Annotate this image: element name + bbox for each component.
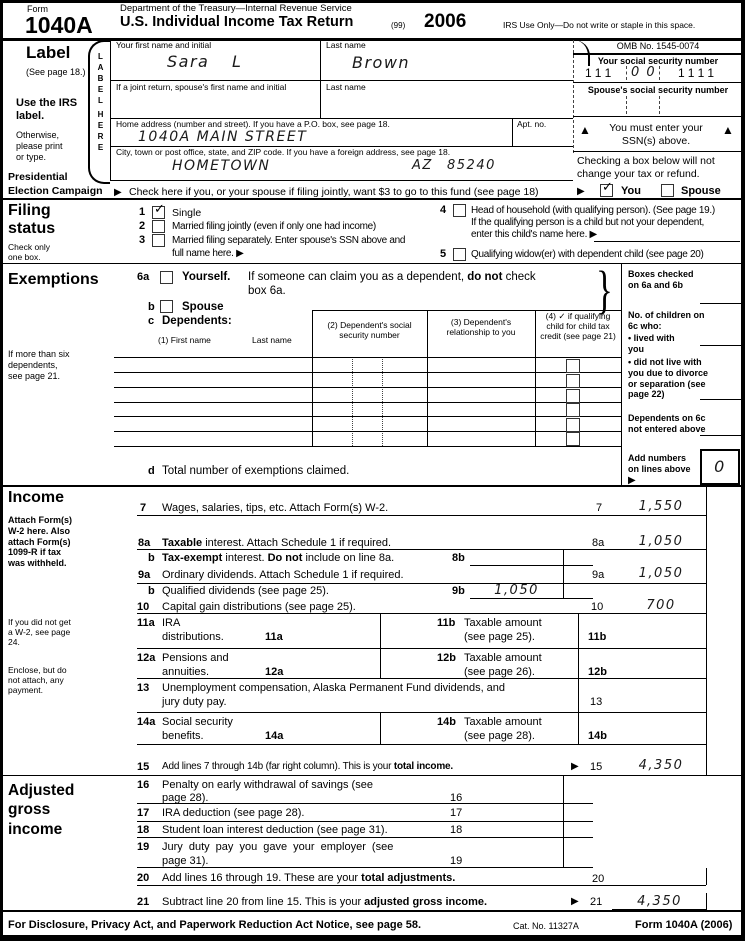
footer-form-id: Form 1040A (2006) <box>635 919 733 931</box>
tax-year: 2006 <box>424 11 467 32</box>
presidential-heading-1: Presidential <box>8 171 68 183</box>
row-divider <box>110 180 573 181</box>
line-15-label-bold: total income. <box>393 761 453 772</box>
line-7-number: 7 <box>140 502 147 514</box>
line-14b-number: 14b <box>437 716 456 728</box>
header <box>0 0 745 41</box>
checking-box-note: Checking a box below will not change your tax or refund. <box>577 155 715 180</box>
yourself-checkbox[interactable] <box>160 271 173 284</box>
dep-col1-last-name-header: Last name <box>252 335 292 345</box>
line-11a-label-line1: IRA <box>162 617 181 629</box>
exemptions-heading: Exemptions <box>8 271 99 288</box>
enclose-payment-note: Enclose, but do not attach, any payment. <box>8 665 67 696</box>
dep-row4-qualify-checkbox[interactable] <box>566 403 580 417</box>
label-see-page: (See page 18.) <box>26 67 86 77</box>
filing-joint-label: Married filing jointly (even if only one had income) <box>172 221 376 232</box>
filing-2-number: 2 <box>139 220 146 232</box>
line-14a-label-line2: benefits. <box>162 730 204 742</box>
add-numbers-text: Add numbers on lines above <box>628 453 691 474</box>
line-12-rule <box>137 678 706 679</box>
first-name-label: Your first name and initial <box>116 40 212 50</box>
attach-w2-note: Attach Form(s) W-2 here. Also attach Form(s) 1099-R if tax was withheld. <box>8 515 73 569</box>
line-19-label-line1: Jury duty pay you gave your employer (see <box>162 841 394 853</box>
line-6c-number: c <box>148 315 155 327</box>
dependent-row-line <box>114 446 621 447</box>
filing-widow-checkbox[interactable] <box>453 248 466 261</box>
filing-heading-2: status <box>8 220 56 237</box>
filing-single-checkmark: ✓ <box>154 201 165 216</box>
dep-row1-qualify-checkbox[interactable] <box>566 359 580 373</box>
line-13-label-line1: Unemployment compensation, Alaska Permanent Fund dividends, and <box>162 682 506 694</box>
dependent-row-line <box>114 387 621 388</box>
line-8a-label <box>162 537 391 550</box>
line-12a-label-line2: annuities. <box>162 666 210 678</box>
line-14a-ref: 14a <box>265 730 284 742</box>
line-11b-label-line2: (see page 25). <box>464 631 535 643</box>
table-column-border <box>535 310 536 446</box>
campaign-spouse-label: Spouse <box>681 185 721 197</box>
line-12a-number: 12a <box>137 652 156 664</box>
line-8b-label-bold1: Tax-exempt <box>162 552 223 564</box>
line-8a-label-bold: Taxable <box>162 537 203 549</box>
line-12a-ref: 12a <box>265 666 284 678</box>
line-8b-label <box>162 552 394 565</box>
ssn-divider <box>659 96 660 114</box>
line-21-label <box>162 896 487 909</box>
line-8a-rule <box>137 549 706 550</box>
filing-separate-label-text: full name here. <box>172 248 234 259</box>
ssn-divider <box>659 66 660 80</box>
line-8b-label-text1: interest. <box>222 552 268 564</box>
dependent-row-line <box>114 357 621 358</box>
line-15-number: 15 <box>137 761 150 773</box>
home-address-field[interactable]: 1040A MAIN STREET <box>138 129 308 145</box>
more-dependents-note: If more than six dependents, see page 21. <box>8 349 70 381</box>
line-8a-ref: 8a <box>592 537 605 549</box>
line-18-number: 18 <box>137 824 150 836</box>
line-13-rule <box>137 712 706 713</box>
did-not-live-entry-line[interactable] <box>700 399 742 400</box>
total-exemptions-box[interactable] <box>700 449 740 485</box>
dep-col2-header: (2) Dependent's social security number <box>327 320 412 341</box>
line-6a-number: 6a <box>137 271 150 283</box>
exemptions-section <box>0 260 745 487</box>
check-one-box-note: Check only one box. <box>8 242 51 263</box>
mid-column-border <box>380 613 381 678</box>
line-18-rule <box>137 837 593 838</box>
cents-column-border <box>706 485 707 775</box>
filing-3-number: 3 <box>139 234 146 246</box>
home-address-label: Home address (number and street). If you have a P.O. box, see page 18. <box>116 119 390 129</box>
line-6b-number: b <box>148 301 155 313</box>
dep-row6-qualify-checkbox[interactable] <box>566 432 580 446</box>
line-8b-label-bold2: Do not <box>267 552 303 564</box>
line-8b-label-text2: include on line 8a. <box>302 552 395 564</box>
filing-1-number: 1 <box>139 206 146 218</box>
spouse-exemption-label: Spouse <box>182 301 224 313</box>
lived-with-you-entry-line[interactable] <box>700 345 742 346</box>
line-14b-label-line1: Taxable amount <box>464 716 542 728</box>
no-w2-note: If you did not get a W-2, see page 24. <box>8 617 71 648</box>
line-16-rule <box>137 803 593 804</box>
line-6d-number: d <box>148 465 155 477</box>
last-name-label: Last name <box>326 40 366 50</box>
spouse-ssn-label: Spouse's social security number <box>587 85 729 95</box>
filing-status-section <box>0 198 745 264</box>
line-15-label <box>162 761 453 773</box>
line-9b-label: Qualified dividends (see page 25). <box>162 585 329 597</box>
filing-hoh-label-line2: If the qualifying person is a child but not your dependent, <box>471 217 705 228</box>
line-13-ref: 13 <box>590 696 603 708</box>
divider <box>573 151 743 152</box>
line-14a-number: 14a <box>137 716 156 728</box>
yourself-note-do-not: do not <box>467 271 503 283</box>
line-8a-amount[interactable]: 1,050 <box>638 534 684 549</box>
add-numbers-arrow-icon: ▶ <box>628 474 636 486</box>
income-heading: Income <box>8 489 65 506</box>
line-11b-number: 11b <box>437 617 456 629</box>
line-11b-label-line1: Taxable amount <box>464 617 542 629</box>
cents-column-border <box>706 868 707 885</box>
line-9a-amount[interactable]: 1,050 <box>638 566 684 581</box>
ssn-divider <box>626 66 627 80</box>
line-20-label-bold: total adjustments. <box>361 872 456 884</box>
agi-heading: Adjusted gross income <box>8 782 75 838</box>
line-11a-label-line2: distributions. <box>162 631 224 643</box>
line-8b-number: b <box>148 552 155 564</box>
line-15-amount[interactable]: 4,350 <box>638 758 684 773</box>
city-label: City, town or post office, state, and ZIP code. If you have a foreign address, see page 18. <box>116 147 451 157</box>
inner-cents-border <box>563 549 564 598</box>
dependent-row-line <box>114 416 621 417</box>
code-99: (99) <box>391 21 406 30</box>
yourself-note-text1: If someone can claim you as a dependent, <box>248 271 468 283</box>
line-20-label-text: Add lines 16 through 19. These are your <box>162 872 362 884</box>
line-12b-number: 12b <box>437 652 456 664</box>
fields-left-border <box>110 38 111 180</box>
campaign-you-label: You <box>621 185 641 197</box>
line-9a-ref: 9a <box>592 569 605 581</box>
campaign-text: Check here if you, or your spouse if filing jointly, want $3 to go to this fund (see page 18) <box>129 186 539 198</box>
children-6c-note: No. of children on 6c who: <box>628 310 705 331</box>
table-column-border <box>427 310 428 446</box>
line-8b-ref: 8b <box>452 552 465 564</box>
exemptions-brace: } <box>596 260 613 319</box>
line-8a-label-text: interest. Attach Schedule 1 if required. <box>202 537 392 549</box>
line-11a-number: 11a <box>137 617 155 629</box>
table-column-border <box>312 310 313 446</box>
line-20-number: 20 <box>137 872 150 884</box>
line-17-number: 17 <box>137 807 150 819</box>
catalog-number: Cat. No. 11327A <box>513 921 579 931</box>
yourself-label: Yourself. <box>182 271 231 283</box>
line-12b-ref: 12b <box>588 666 607 678</box>
campaign-arrow-icon: ▶ <box>114 187 122 198</box>
spouse-checkbox[interactable] <box>160 300 173 313</box>
dependent-row-line <box>114 431 621 432</box>
last-name-field[interactable]: Brown <box>352 53 411 72</box>
label-vertical-text: LABEL <box>96 52 105 107</box>
filing-hoh-arrow-icon: ▶ <box>589 229 597 240</box>
dependents-label: Dependents: <box>162 315 232 327</box>
line-11b-ref: 11b <box>588 631 607 643</box>
line-19-number: 19 <box>137 841 150 853</box>
filing-single-checkbox[interactable] <box>152 201 165 219</box>
campaign-choice-arrow-icon: ▶ <box>577 186 585 197</box>
line-13-number: 13 <box>137 682 150 694</box>
line-15-label-text: Add lines 7 through 14b (far right column). This is your <box>162 761 394 772</box>
filing-heading-1: Filing <box>8 202 51 219</box>
zip-field[interactable]: 85240 <box>447 158 496 173</box>
child-name-entry-line[interactable] <box>594 241 740 242</box>
total-exemptions-value: 0 <box>714 457 726 476</box>
line-14-rule <box>137 744 706 745</box>
ssn-divider <box>626 96 627 114</box>
filing-hoh-label-text: enter this child's name here. <box>471 229 588 240</box>
line-7-rule <box>137 515 706 516</box>
line-12b-label-line2: (see page 26). <box>464 666 535 678</box>
line-10-label: Capital gain distributions (see page 25). <box>162 601 356 613</box>
line-7-label: Wages, salaries, tips, etc. Attach Form(s) W-2. <box>162 502 389 514</box>
line-18-ref: 18 <box>450 824 463 836</box>
form-title: U.S. Individual Income Tax Return <box>120 14 354 30</box>
line-20-ref: 20 <box>592 873 605 885</box>
apt-column-divider <box>512 118 513 146</box>
dependent-row-line <box>114 402 621 403</box>
divider <box>573 82 743 83</box>
ssn-part-3[interactable]: 1111 <box>678 66 719 80</box>
line-9a-number: 9a <box>138 569 151 581</box>
dep-row2-qualify-checkbox[interactable] <box>566 374 580 388</box>
line-21-label-text: Subtract line 20 from line 15. This is your <box>162 896 365 908</box>
dep-row5-qualify-checkbox[interactable] <box>566 418 580 432</box>
line-9b-entry-line <box>470 598 593 599</box>
form-number: 1040A <box>25 12 93 38</box>
dependents-not-entered-entry-line[interactable] <box>700 435 742 436</box>
cents-column-border <box>706 893 707 910</box>
lived-with-you-note: • lived with you <box>628 333 675 354</box>
here-vertical-text: HERE <box>96 110 105 154</box>
line-19-label-line2: page 31). <box>162 855 209 867</box>
mid-column-border <box>380 712 381 744</box>
name-column-divider <box>320 38 321 118</box>
line-9a-label: Ordinary dividends. Attach Schedule 1 if required. <box>162 569 404 581</box>
line-17-label: IRA deduction (see page 28). <box>162 807 305 819</box>
filing-single-label: Single <box>172 207 202 219</box>
dependent-row-line <box>114 372 621 373</box>
triangle-icon: ▲ <box>722 123 734 137</box>
line-13-label-line2: jury duty pay. <box>162 696 227 708</box>
filing-5-number: 5 <box>440 248 447 260</box>
apt-no-label: Apt. no. <box>517 119 547 129</box>
yourself-note-line1 <box>248 271 536 284</box>
dep-col4-header: (4) ✓ if qualifying child for child tax credit (see page 21) <box>540 311 616 342</box>
line-9b-ref: 9b <box>452 585 465 597</box>
label-heading: Label <box>26 43 71 62</box>
form-word: Form <box>27 4 48 14</box>
line-7-amount[interactable]: 1,550 <box>638 499 684 514</box>
line-21-ref: 21 <box>590 896 603 908</box>
first-name-field[interactable]: Sara <box>167 52 210 71</box>
disclosure-notice: For Disclosure, Privacy Act, and Paperwork Reduction Act Notice, see page 58. <box>8 919 422 931</box>
initial-field[interactable]: L <box>232 52 243 71</box>
triangle-icon: ▲ <box>579 123 591 137</box>
label-section <box>0 38 745 200</box>
line-17-ref: 17 <box>450 807 463 819</box>
agi-section <box>0 775 745 910</box>
line-9b-number: b <box>148 585 155 597</box>
line-11a-ref: 11a <box>265 631 283 643</box>
line-10-ref: 10 <box>591 601 604 613</box>
right-info-column-border <box>621 263 622 485</box>
line-21-amount[interactable]: 4,350 <box>637 894 682 909</box>
line-14b-label-line2: (see page 28). <box>464 730 535 742</box>
line-19-ref: 19 <box>450 855 463 867</box>
filing-separate-label-line2 <box>172 248 244 260</box>
filing-joint-checkbox[interactable] <box>152 220 165 233</box>
presidential-heading-2: Election Campaign <box>8 185 103 197</box>
filing-widow-label: Qualifying widow(er) with dependent child (see page 20) <box>471 249 704 260</box>
line-21-number: 21 <box>137 896 150 908</box>
line-12b-label-line1: Taxable amount <box>464 652 542 664</box>
dependents-not-entered-note: Dependents on 6c not entered above <box>628 413 706 434</box>
line-8a-number: 8a <box>138 537 151 549</box>
line-15-ref: 15 <box>590 761 603 773</box>
ssn-part-1[interactable]: 111 <box>585 66 616 80</box>
line-8b-entry-line[interactable] <box>470 565 593 566</box>
line-17-rule <box>137 821 593 822</box>
ssn-part-2[interactable]: 0 0 <box>631 65 657 80</box>
divider <box>573 53 743 55</box>
spouse-last-name-label: Last name <box>326 82 366 92</box>
line-14b-ref: 14b <box>588 730 607 742</box>
row-divider <box>110 80 573 81</box>
filing-4-number: 4 <box>440 204 447 216</box>
total-exemptions-label: Total number of exemptions claimed. <box>162 465 350 477</box>
line-12a-label-line1: Pensions and <box>162 652 229 664</box>
line-14a-label-line1: Social security <box>162 716 233 728</box>
campaign-you-checkmark: ✓ <box>602 179 613 194</box>
department-line: Department of the Treasury—Internal Revenue Service <box>120 3 352 14</box>
line-11-rule <box>137 648 706 649</box>
did-not-live-note: • did not live with you due to divorce or separation (see page 22) <box>628 357 709 400</box>
line-16-label-line1: Penalty on early withdrawal of savings (see <box>162 779 373 791</box>
line-21-label-bold: adjusted gross income. <box>364 896 488 908</box>
add-numbers-note <box>628 453 692 487</box>
income-section <box>0 485 745 776</box>
state-field[interactable]: AZ <box>412 158 433 173</box>
line-16-number: 16 <box>137 779 150 791</box>
campaign-spouse-checkbox[interactable] <box>661 184 674 197</box>
line-19-rule <box>137 867 593 868</box>
line-9b-amount[interactable]: 1,050 <box>494 583 539 598</box>
otherwise-note: Otherwise, please print or type. <box>16 130 63 162</box>
omb-number: OMB No. 1545-0074 <box>616 41 700 51</box>
yourself-note-line2: box 6a. <box>248 285 286 297</box>
footer <box>0 910 745 941</box>
city-field[interactable]: HOMETOWN <box>172 158 271 174</box>
line-20-rule <box>137 885 706 886</box>
line-20-label <box>162 872 455 885</box>
line-16-label-line2: page 28). <box>162 792 209 804</box>
divider <box>573 116 743 117</box>
dep-row3-qualify-checkbox[interactable] <box>566 389 580 403</box>
filing-separate-arrow-icon: ▶ <box>236 248 244 259</box>
line-7-ref: 7 <box>596 502 603 514</box>
filing-hoh-label-line3 <box>471 229 597 241</box>
line-21-arrow-icon: ▶ <box>571 896 579 907</box>
boxes-checked-entry-line[interactable] <box>700 303 742 304</box>
irs-use-only-note: IRS Use Only—Do not write or staple in this space. <box>503 20 696 30</box>
line-18-label: Student loan interest deduction (see page 31). <box>162 824 388 836</box>
dep-col3-header: (3) Dependent's relationship to you <box>446 317 516 338</box>
filing-hoh-checkbox[interactable] <box>453 204 466 217</box>
your-ssn-label: Your social security number <box>597 56 719 66</box>
filing-hoh-label-line1: Head of household (with qualifying person). (See page 19.) <box>471 205 715 216</box>
line-15-arrow-icon: ▶ <box>571 761 579 772</box>
spouse-first-name-label: If a joint return, spouse's first name and initial <box>116 82 287 92</box>
line-10-rule <box>137 613 706 614</box>
yourself-note-text2: check <box>502 271 536 283</box>
line-10-number: 10 <box>137 601 150 613</box>
campaign-you-checkbox[interactable] <box>600 179 613 197</box>
use-irs-label-note: Use the IRS label. <box>16 97 78 123</box>
dep-col1-first-name-header: (1) First name <box>158 335 211 345</box>
line-16-ref: 16 <box>450 792 463 804</box>
filing-separate-checkbox[interactable] <box>152 234 165 247</box>
must-enter-ssn-note: You must enter your SSN(s) above. <box>609 122 703 147</box>
line-10-amount[interactable]: 700 <box>646 598 676 613</box>
line-9a-rule <box>137 583 706 584</box>
filing-separate-label-line1: Married filing separately. Enter spouse's SSN above and <box>172 235 406 246</box>
boxes-checked-note: Boxes checked on 6a and 6b <box>628 269 694 290</box>
